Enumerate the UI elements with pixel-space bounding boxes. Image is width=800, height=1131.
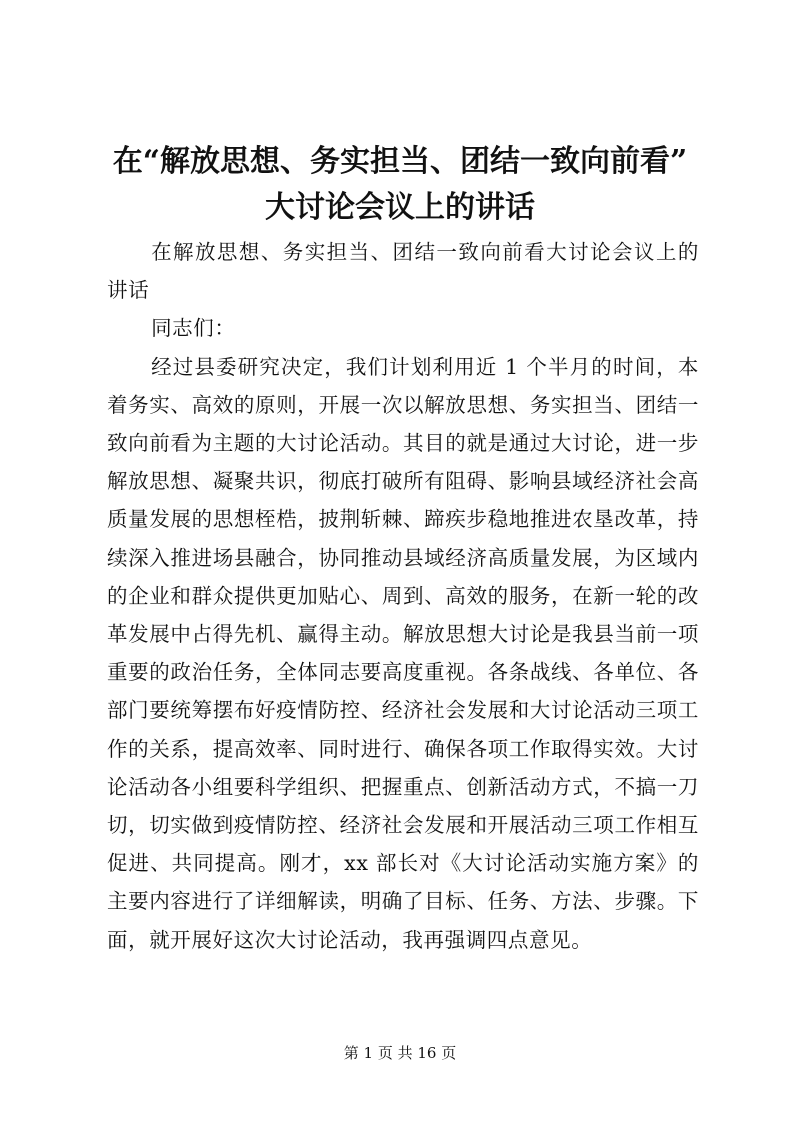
paragraph-main: 经过县委研究决定，我们计划利用近 1 个半月的时间，本着务实、高效的原则，开展一次以解放思想、务实担当、团结一致向前看为主题的大讨论活动。其目的就是通过大讨论，进一步解放思想、凝聚共识，彻底打破所有阻碍、影响县域经济社会高质量发展的思想桎梏，披荆斩棘、蹄疾步稳地推进农垦改革，持续深入推进场县融合，协同推动县域经济高质量发展，为区域内的企业和群众提供更加贴心、周到、高效的服务，在新一轮的改革发展中占得先机、赢得主动。解放思想大讨论是我县当前一项重要的政治任务，全体同志要高度重视。各条战线、各单位、各部门要统筹摆布好疫情防控、经济社会发展和大讨论活动三项工作的关系，提高效率、同时进行、确保各项工作取得实效。大讨论活动各小组要科学组织、把握重点、创新活动方式，不搞一刀切，切实做到疫情防控、经济社会发展和开展活动三项工作相互促进、共同提高。刚才，xx 部长对《大讨论活动实施方案》的主要内容进行了详细解读，明确了目标、任务、方法、步骤。下面，就开展好这次大讨论活动，我再强调四点意见。 [107, 354, 699, 952]
document-title-line-1: 在“解放思想、务实担当、团结一致向前看” [112, 144, 688, 179]
document-body [107, 233, 699, 959]
paragraph-subtitle: 在解放思想、务实担当、团结一致向前看大讨论会议上的讲话 [107, 240, 699, 303]
document-title-line-2: 大讨论会议上的讲话 [265, 190, 535, 225]
page-number-footer: 第 1 页 共 16 页 [343, 1044, 457, 1062]
paragraph-salutation: 同志们： [151, 316, 236, 341]
